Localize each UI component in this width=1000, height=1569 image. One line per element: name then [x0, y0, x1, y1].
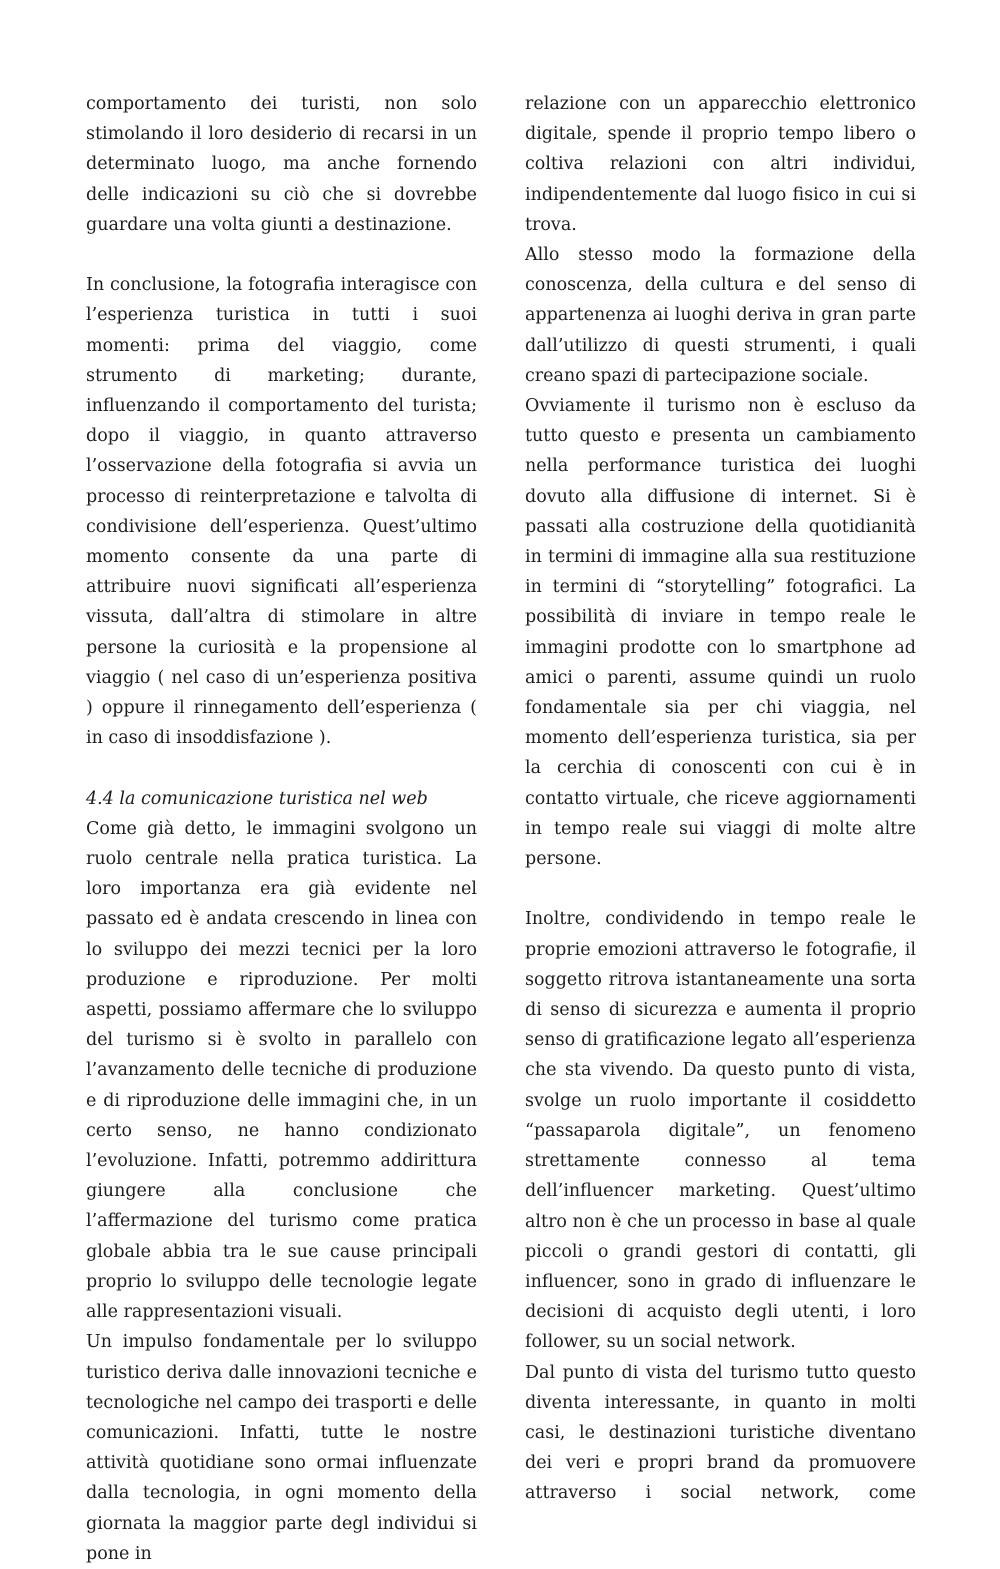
section-heading: 4.4 la comunicazione turistica nel web — [86, 788, 428, 809]
paragraph: Allo stesso modo la formazione della conoscenza, della cultura e del senso di appartenenza ai luoghi deriva in gran parte dall’utilizzo di questi strumenti, i quali creano spazi di partecipazione sociale. — [525, 245, 916, 386]
paragraph: Dal punto di vista del turismo tutto questo diventa interessante, in quanto in molti casi, le destinazioni turistiche diventano dei veri e propri brand da promuovere attraverso i social network, come — [525, 1362, 916, 1504]
paragraph-spacer — [86, 240, 477, 270]
paragraph: Ovviamente il turismo non è escluso da tutto questo e presenta un cambiamento nella performance turistica dei luoghi dovuto alla diffusione di internet. Si è passati alla costruzione della quotidianità in termini di immagine alla sua restituzione in termini di “storytelling” fotografici. La possibilità di inviare in tempo reale le immagini prodotte con lo smartphone ad amici o parenti, assume quindi un ruolo fondamentale sia per chi viaggia, nel momento dell’esperienza turistica, sia per la cerchia di conoscenti con cui è in contatto virtuale, che riceve aggiornamenti in tempo reale sui viaggi di molte altre persone. — [525, 396, 916, 870]
paragraph-spacer — [86, 753, 477, 783]
paragraph: Inoltre, condividendo in tempo reale le proprie emozioni attraverso le fotografie, il soggetto ritrova istantaneamente una sorta di senso di sicurezza e aumenta il proprio senso di gratificazione legato all’esperienza che sta vivendo. Da questo punto di vista, svolge un ruolo importante il cosiddetto “passaparola digitale”, un fenomeno strettamente connesso al tema dell’influencer marketing. Quest’ultimo altro non è che un processo in base al quale piccoli o grandi gestori di contatti, gli influencer, sono in grado di influenzare le decisioni di acquisto degli utenti, i loro follower, su un social network. — [525, 909, 916, 1353]
paragraph: Come già detto, le immagini svolgono un ruolo centrale nella pratica turistica. La loro importanza era già evidente nel passato ed è andata crescendo in linea con lo sviluppo dei mezzi tecnici per la loro produzione e riproduzione. Per molti aspetti, possiamo affermare che lo sviluppo del turismo si è svolto in parallelo con l’avanzamento delle tecniche di produzione e di riproduzione delle immagini che, in un certo senso, ne hanno condizionato l’evoluzione. Infatti, potremmo addirittura giungere alla conclusione che l’affermazione del turismo come pratica globale abbia tra le sue cause principali proprio lo sviluppo delle tecnologie legate alle rappresentazioni visuali. — [86, 818, 477, 1323]
right-column — [525, 89, 916, 1509]
paragraph: Un impulso fondamentale per lo sviluppo turistico deriva dalle innovazioni tecniche e tecnologiche nel campo dei trasporti e delle comunicazioni. Infatti, tutte le nostre attività quotidiane sono ormai influenzate dalla tecnologia, in ogni momento della giornata la maggior parte degl individui si pone in — [86, 1332, 477, 1564]
paragraph: In conclusione, la fotografia interagisce con l’esperienza turistica in tutti i suoi momenti: prima del viaggio, come strumento di marketing; durante, influenzando il comportamento del turista; dopo il viaggio, in quanto attraverso l’osservazione della fotografia si avvia un processo di reinterpretazione e talvolta di condivisione dell’esperienza. Quest’ultimo momento consente da una parte di attribuire nuovi significati all’esperienza vissuta, dall’altra di stimolare in altre persone la curiosità e la propensione al viaggio ( nel caso di un’esperienza positiva ) oppure il rinnegamento dell’esperienza ( in caso di insoddisfazione ). — [86, 275, 477, 749]
paragraph-spacer — [525, 874, 916, 904]
left-column — [86, 89, 477, 1569]
paragraph: relazione con un apparecchio elettronico digitale, spende il proprio tempo libero o coltiva relazioni con altri individui, indipendentemente dal luogo fisico in cui si trova. — [525, 94, 916, 235]
paragraph: comportamento dei turisti, non solo stimolando il loro desiderio di recarsi in un determinato luogo, ma anche fornendo delle indicazioni su ciò che si dovrebbe guardare una volta giunti a destinazione. — [86, 94, 477, 235]
